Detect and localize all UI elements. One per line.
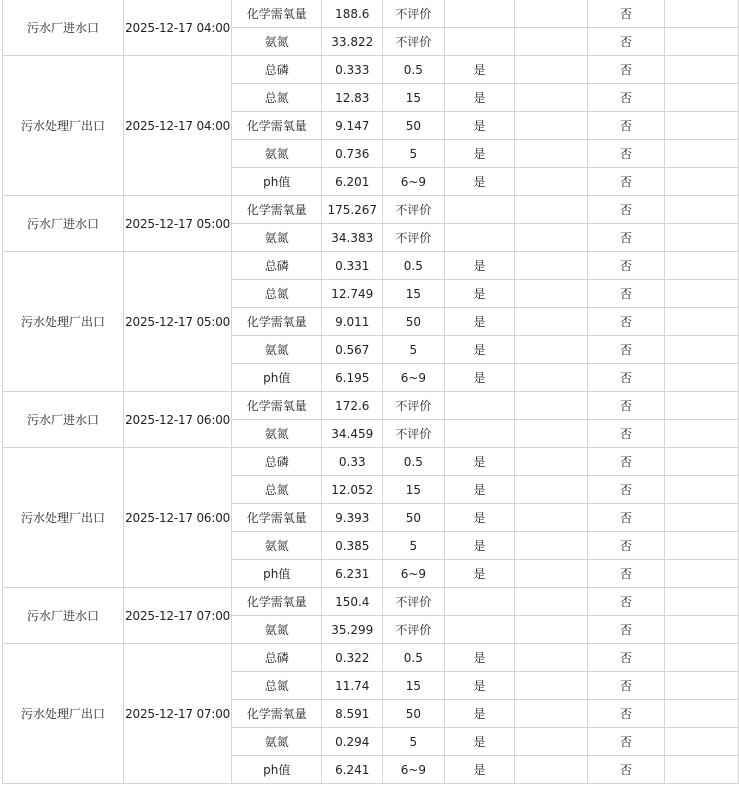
item-cell: 化学需氧量 [232, 504, 322, 532]
table-row [3, 252, 739, 280]
compliant-cell [444, 28, 515, 56]
compliant-cell: 是 [444, 560, 515, 588]
time-cell: 2025-12-17 05:00 [124, 196, 232, 252]
limit-cell: 0.5 [383, 644, 444, 672]
item-cell: 氨氮 [232, 616, 322, 644]
compliant-cell: 是 [444, 728, 515, 756]
value-cell: 0.385 [322, 532, 383, 560]
empty-cell [515, 0, 588, 28]
compliant-cell: 是 [444, 84, 515, 112]
time-cell: 2025-12-17 04:00 [124, 56, 232, 196]
empty-cell [515, 112, 588, 140]
empty-cell [664, 588, 738, 616]
empty-cell [664, 672, 738, 700]
empty-cell [664, 560, 738, 588]
empty-cell [664, 140, 738, 168]
empty-cell [515, 756, 588, 784]
item-cell: 氨氮 [232, 532, 322, 560]
limit-cell: 5 [383, 336, 444, 364]
empty-cell [664, 364, 738, 392]
empty-cell [664, 0, 738, 28]
limit-cell: 不评价 [383, 224, 444, 252]
empty-cell [515, 728, 588, 756]
limit-cell: 6~9 [383, 364, 444, 392]
exceed-cell: 否 [588, 588, 664, 616]
limit-cell: 不评价 [383, 616, 444, 644]
value-cell: 175.267 [322, 196, 383, 224]
exceed-cell: 否 [588, 112, 664, 140]
value-cell: 12.052 [322, 476, 383, 504]
compliant-cell [444, 392, 515, 420]
exceed-cell: 否 [588, 728, 664, 756]
empty-cell [664, 476, 738, 504]
item-cell: 化学需氧量 [232, 196, 322, 224]
empty-cell [664, 56, 738, 84]
exceed-cell: 否 [588, 224, 664, 252]
empty-cell [515, 252, 588, 280]
empty-cell [515, 336, 588, 364]
empty-cell [664, 420, 738, 448]
limit-cell: 6~9 [383, 168, 444, 196]
empty-cell [664, 728, 738, 756]
value-cell: 9.011 [322, 308, 383, 336]
exceed-cell: 否 [588, 140, 664, 168]
exceed-cell: 否 [588, 252, 664, 280]
compliant-cell [444, 616, 515, 644]
empty-cell [515, 280, 588, 308]
limit-cell: 50 [383, 504, 444, 532]
exceed-cell: 否 [588, 616, 664, 644]
limit-cell: 0.5 [383, 252, 444, 280]
compliant-cell: 是 [444, 140, 515, 168]
limit-cell: 0.5 [383, 448, 444, 476]
empty-cell [664, 168, 738, 196]
item-cell: ph值 [232, 756, 322, 784]
compliant-cell: 是 [444, 252, 515, 280]
limit-cell: 5 [383, 140, 444, 168]
empty-cell [664, 224, 738, 252]
compliant-cell: 是 [444, 672, 515, 700]
item-cell: 化学需氧量 [232, 588, 322, 616]
empty-cell [515, 448, 588, 476]
empty-cell [664, 616, 738, 644]
site-cell: 污水厂进水口 [3, 588, 124, 644]
compliant-cell: 是 [444, 756, 515, 784]
empty-cell [664, 756, 738, 784]
limit-cell: 15 [383, 280, 444, 308]
compliant-cell: 是 [444, 700, 515, 728]
limit-cell: 50 [383, 308, 444, 336]
value-cell: 9.147 [322, 112, 383, 140]
value-cell: 33.822 [322, 28, 383, 56]
site-cell: 污水厂进水口 [3, 0, 124, 56]
empty-cell [664, 28, 738, 56]
limit-cell: 50 [383, 700, 444, 728]
value-cell: 0.331 [322, 252, 383, 280]
empty-cell [664, 112, 738, 140]
compliant-cell: 是 [444, 280, 515, 308]
empty-cell [664, 280, 738, 308]
value-cell: 6.231 [322, 560, 383, 588]
empty-cell [515, 84, 588, 112]
compliant-cell [444, 196, 515, 224]
exceed-cell: 否 [588, 700, 664, 728]
value-cell: 8.591 [322, 700, 383, 728]
exceed-cell: 否 [588, 448, 664, 476]
empty-cell [515, 588, 588, 616]
item-cell: ph值 [232, 168, 322, 196]
value-cell: 0.736 [322, 140, 383, 168]
value-cell: 9.393 [322, 504, 383, 532]
empty-cell [664, 504, 738, 532]
item-cell: 氨氮 [232, 224, 322, 252]
table-row [3, 56, 739, 84]
site-cell: 污水厂进水口 [3, 196, 124, 252]
exceed-cell: 否 [588, 560, 664, 588]
exceed-cell: 否 [588, 168, 664, 196]
item-cell: 化学需氧量 [232, 112, 322, 140]
empty-cell [664, 532, 738, 560]
exceed-cell: 否 [588, 644, 664, 672]
empty-cell [515, 420, 588, 448]
value-cell: 6.201 [322, 168, 383, 196]
table-row [3, 588, 739, 616]
compliant-cell: 是 [444, 168, 515, 196]
empty-cell [515, 504, 588, 532]
exceed-cell: 否 [588, 476, 664, 504]
exceed-cell: 否 [588, 28, 664, 56]
compliant-cell: 是 [444, 476, 515, 504]
empty-cell [515, 196, 588, 224]
empty-cell [515, 672, 588, 700]
site-cell: 污水处理厂出口 [3, 56, 124, 196]
value-cell: 188.6 [322, 0, 383, 28]
limit-cell: 不评价 [383, 420, 444, 448]
empty-cell [515, 224, 588, 252]
exceed-cell: 否 [588, 756, 664, 784]
table-row [3, 392, 739, 420]
limit-cell: 不评价 [383, 28, 444, 56]
compliant-cell: 是 [444, 364, 515, 392]
empty-cell [664, 700, 738, 728]
time-cell: 2025-12-17 07:00 [124, 588, 232, 644]
empty-cell [664, 392, 738, 420]
table-row [3, 0, 739, 28]
table-row [3, 644, 739, 672]
compliant-cell [444, 588, 515, 616]
value-cell: 12.749 [322, 280, 383, 308]
item-cell: 化学需氧量 [232, 700, 322, 728]
item-cell: 总氮 [232, 84, 322, 112]
empty-cell [515, 168, 588, 196]
exceed-cell: 否 [588, 336, 664, 364]
time-cell: 2025-12-17 07:00 [124, 644, 232, 784]
empty-cell [515, 476, 588, 504]
limit-cell: 6~9 [383, 756, 444, 784]
value-cell: 0.294 [322, 728, 383, 756]
item-cell: 总磷 [232, 448, 322, 476]
value-cell: 6.241 [322, 756, 383, 784]
exceed-cell: 否 [588, 364, 664, 392]
exceed-cell: 否 [588, 504, 664, 532]
value-cell: 0.322 [322, 644, 383, 672]
exceed-cell: 否 [588, 392, 664, 420]
empty-cell [515, 644, 588, 672]
limit-cell: 不评价 [383, 0, 444, 28]
time-cell: 2025-12-17 04:00 [124, 0, 232, 56]
empty-cell [664, 336, 738, 364]
empty-cell [664, 252, 738, 280]
value-cell: 34.383 [322, 224, 383, 252]
empty-cell [664, 308, 738, 336]
item-cell: 总氮 [232, 672, 322, 700]
table-row [3, 448, 739, 476]
site-cell: 污水厂进水口 [3, 392, 124, 448]
limit-cell: 不评价 [383, 196, 444, 224]
item-cell: 总磷 [232, 252, 322, 280]
item-cell: 氨氮 [232, 140, 322, 168]
empty-cell [515, 616, 588, 644]
item-cell: 总磷 [232, 644, 322, 672]
limit-cell: 5 [383, 532, 444, 560]
item-cell: 化学需氧量 [232, 0, 322, 28]
empty-cell [664, 84, 738, 112]
empty-cell [664, 644, 738, 672]
value-cell: 0.567 [322, 336, 383, 364]
compliant-cell: 是 [444, 644, 515, 672]
exceed-cell: 否 [588, 0, 664, 28]
empty-cell [515, 392, 588, 420]
limit-cell: 6~9 [383, 560, 444, 588]
limit-cell: 50 [383, 112, 444, 140]
empty-cell [515, 364, 588, 392]
item-cell: 总氮 [232, 280, 322, 308]
compliant-cell [444, 420, 515, 448]
value-cell: 0.333 [322, 56, 383, 84]
item-cell: 氨氮 [232, 420, 322, 448]
item-cell: 氨氮 [232, 28, 322, 56]
empty-cell [515, 308, 588, 336]
value-cell: 6.195 [322, 364, 383, 392]
compliant-cell: 是 [444, 308, 515, 336]
limit-cell: 15 [383, 672, 444, 700]
monitoring-table [2, 0, 739, 784]
limit-cell: 5 [383, 728, 444, 756]
value-cell: 34.459 [322, 420, 383, 448]
compliant-cell [444, 0, 515, 28]
value-cell: 12.83 [322, 84, 383, 112]
limit-cell: 不评价 [383, 588, 444, 616]
item-cell: 总磷 [232, 56, 322, 84]
time-cell: 2025-12-17 06:00 [124, 448, 232, 588]
compliant-cell: 是 [444, 448, 515, 476]
compliant-cell: 是 [444, 504, 515, 532]
table-body [3, 0, 739, 784]
empty-cell [515, 700, 588, 728]
item-cell: 化学需氧量 [232, 392, 322, 420]
item-cell: ph值 [232, 364, 322, 392]
exceed-cell: 否 [588, 420, 664, 448]
item-cell: 总氮 [232, 476, 322, 504]
exceed-cell: 否 [588, 532, 664, 560]
limit-cell: 15 [383, 476, 444, 504]
site-cell: 污水处理厂出口 [3, 644, 124, 784]
exceed-cell: 否 [588, 308, 664, 336]
empty-cell [515, 532, 588, 560]
site-cell: 污水处理厂出口 [3, 252, 124, 392]
limit-cell: 不评价 [383, 392, 444, 420]
table-row [3, 196, 739, 224]
compliant-cell: 是 [444, 532, 515, 560]
exceed-cell: 否 [588, 84, 664, 112]
value-cell: 11.74 [322, 672, 383, 700]
empty-cell [515, 56, 588, 84]
item-cell: 氨氮 [232, 336, 322, 364]
exceed-cell: 否 [588, 672, 664, 700]
empty-cell [515, 560, 588, 588]
limit-cell: 15 [383, 84, 444, 112]
exceed-cell: 否 [588, 280, 664, 308]
compliant-cell: 是 [444, 56, 515, 84]
empty-cell [515, 140, 588, 168]
value-cell: 172.6 [322, 392, 383, 420]
compliant-cell: 是 [444, 336, 515, 364]
empty-cell [515, 28, 588, 56]
value-cell: 35.299 [322, 616, 383, 644]
exceed-cell: 否 [588, 196, 664, 224]
compliant-cell [444, 224, 515, 252]
exceed-cell: 否 [588, 56, 664, 84]
value-cell: 150.4 [322, 588, 383, 616]
time-cell: 2025-12-17 05:00 [124, 252, 232, 392]
limit-cell: 0.5 [383, 56, 444, 84]
item-cell: ph值 [232, 560, 322, 588]
value-cell: 0.33 [322, 448, 383, 476]
empty-cell [664, 448, 738, 476]
item-cell: 氨氮 [232, 728, 322, 756]
site-cell: 污水处理厂出口 [3, 448, 124, 588]
empty-cell [664, 196, 738, 224]
compliant-cell: 是 [444, 112, 515, 140]
item-cell: 化学需氧量 [232, 308, 322, 336]
time-cell: 2025-12-17 06:00 [124, 392, 232, 448]
